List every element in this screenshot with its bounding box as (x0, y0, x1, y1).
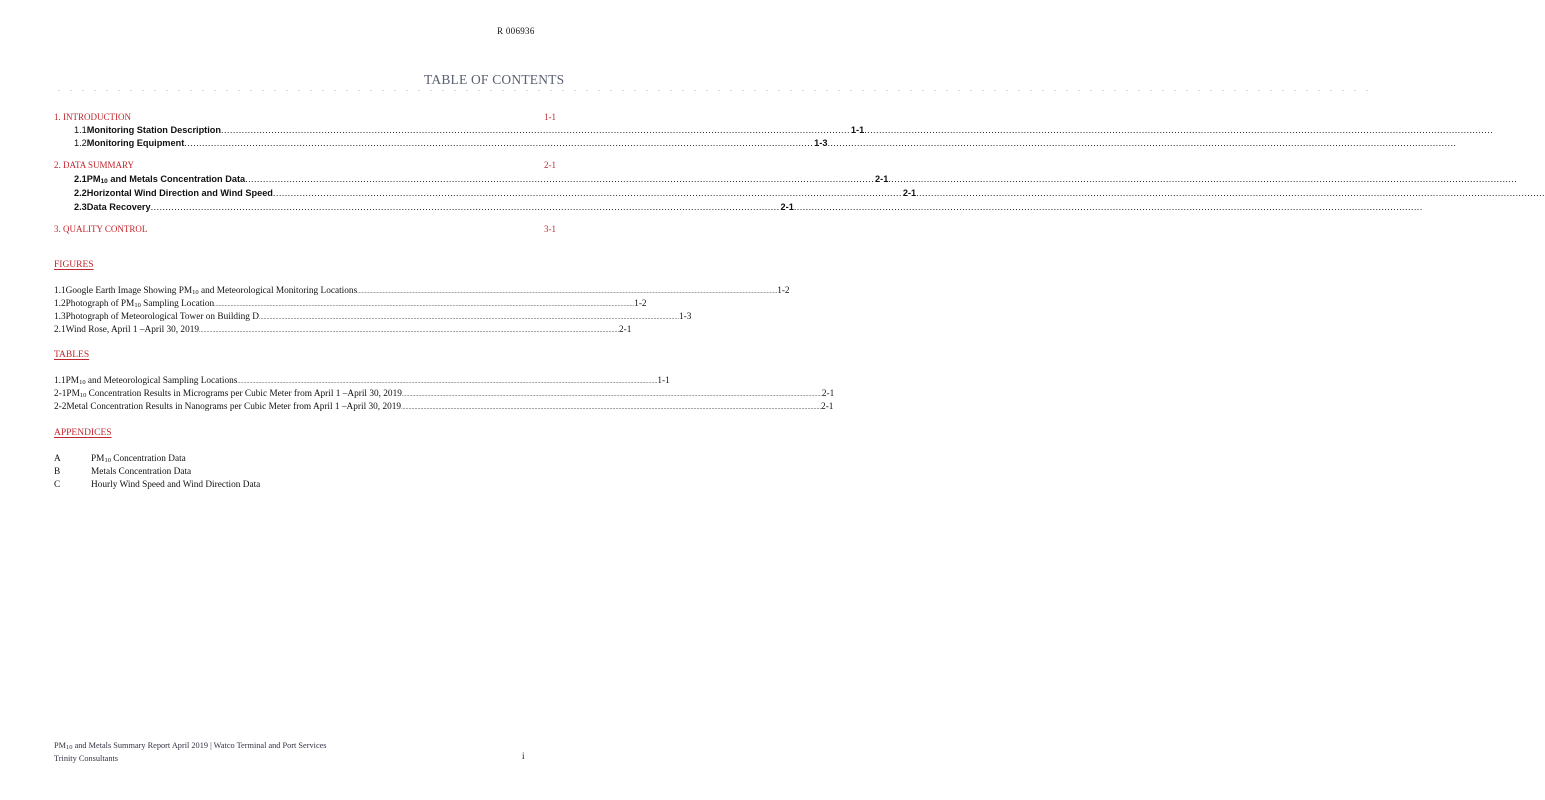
section-title: 1. INTRODUCTION (54, 112, 131, 122)
leader-dots (916, 188, 954, 198)
leader-dots (237, 376, 657, 388)
figure-entry[interactable] (54, 286, 790, 298)
figure-title: Wind Rose, April 1 –April 30, 2019 (65, 325, 200, 335)
toc-subsection[interactable] (74, 202, 794, 212)
subsection-page: 2-1 (902, 188, 917, 198)
subsection-number: 2.3 (74, 202, 87, 212)
appendix-title: Hourly Wind Speed and Wind Direction Data (91, 480, 261, 490)
leader-dots (794, 202, 850, 212)
section-page: 1-1 (544, 112, 556, 122)
table-title: Metal Concentration Results in Nanograms per Cubic Meter from April 1 –April 30, 2019 (66, 402, 402, 412)
leader-dots (402, 389, 822, 401)
table-entry[interactable] (54, 376, 670, 388)
figure-title: Google Earth Image Showing $PM_{10}$ and Meteorological Monitoring Locations (65, 286, 358, 296)
title-dot-rule: .............................................................................................................. (58, 84, 1378, 93)
toc-section-introduction[interactable] (54, 112, 556, 122)
table-page: 2-1 (821, 389, 835, 399)
figure-page: 1-2 (634, 299, 647, 309)
leader-dots (827, 138, 879, 148)
figure-number: 2.1 (54, 325, 66, 335)
appendix-title: Metals Concentration Data (91, 467, 192, 477)
figures-heading: FIGURES (54, 260, 94, 270)
figure-entry[interactable] (54, 299, 647, 311)
leader-dots (273, 188, 902, 198)
table-number: 2-2 (54, 402, 67, 412)
table-page: 1-1 (657, 376, 670, 386)
tables-heading: TABLES (54, 350, 90, 360)
toc-section-data-summary[interactable] (54, 160, 556, 170)
leader-dots (151, 202, 780, 212)
subsection-title: Horizontal Wind Direction and Wind Speed (86, 188, 273, 198)
appendix-letter: C (54, 480, 61, 490)
footer-company: Trinity Consultants (54, 753, 119, 763)
figure-number: 1.3 (54, 312, 66, 322)
figure-page: 2-1 (619, 325, 632, 335)
figure-page: 1-3 (678, 312, 692, 322)
subsection-title: Monitoring Station Description (86, 125, 222, 135)
leader-dots (888, 174, 932, 185)
table-page: 2-1 (821, 402, 834, 412)
table-title: $PM_{10}$ and Meteorological Sampling Locations (65, 376, 238, 386)
leader-dots (259, 312, 679, 324)
figure-title: Photograph of Meteorological Tower on Building D (65, 312, 259, 322)
leader-dots (864, 125, 914, 135)
toc-subsection[interactable] (74, 125, 865, 135)
figure-entry[interactable] (54, 325, 632, 337)
toc-title: TABLE OF CONTENTS (424, 72, 565, 87)
appendices-heading: APPENDICES (54, 428, 112, 438)
table-entry[interactable] (54, 402, 834, 414)
leader-dots (245, 174, 874, 185)
leader-dots (184, 138, 813, 148)
table-title: $PM_{10}$ Concentration Results in Micrograms per Cubic Meter from April 1 –April 30, 2019 (66, 389, 402, 399)
appendix-entry[interactable] (54, 480, 561, 490)
subsection-title: Data Recovery (86, 202, 151, 212)
subsection-page: 2-1 (875, 174, 889, 184)
subsection-number: 2.2 (74, 188, 87, 198)
appendix-letter: A (54, 454, 61, 464)
appendix-title: $PM_{10}$ Concentration Data (91, 454, 186, 464)
table-entry[interactable] (54, 389, 835, 401)
leader-dots (221, 125, 850, 135)
figure-title: Photograph of $PM_{10}$ Sampling Location (65, 299, 215, 309)
subsection-page: 2-1 (780, 202, 794, 212)
section-page: 3-1 (544, 224, 556, 234)
leader-dots (357, 286, 777, 298)
section-title: 2. DATA SUMMARY (54, 160, 135, 170)
figure-number: 1.1 (54, 286, 66, 296)
figure-number: 1.2 (54, 299, 66, 309)
subsection-title: Monitoring Equipment (86, 138, 185, 148)
leader-dots (214, 299, 634, 311)
footer-report-line: $PM_{10}$ and Metals Summary Report April 2019 | Watco Terminal and Port Services (54, 741, 327, 751)
subsection-number: 2.1 (74, 174, 87, 184)
appendix-entry[interactable] (54, 467, 561, 477)
appendix-letter: B (54, 467, 61, 477)
page-footer (54, 741, 327, 764)
table-number: 1.1 (54, 376, 66, 386)
subsection-page: 1-3 (814, 138, 828, 148)
leader-dots (401, 402, 821, 414)
subsection-number: 1.1 (74, 125, 87, 135)
footer-page-number: i (522, 751, 525, 761)
figure-entry[interactable] (54, 312, 692, 324)
appendix-entry[interactable] (54, 454, 561, 464)
subsection-page: 1-1 (850, 125, 865, 135)
section-title: 3. QUALITY CONTROL (54, 224, 148, 234)
subsection-number: 1.2 (74, 138, 87, 148)
toc-subsection[interactable] (74, 188, 917, 198)
toc-subsection[interactable] (74, 174, 889, 185)
document-id: R 006936 (497, 26, 535, 36)
subsection-title: $PM_{10}$ and Metals Concentration Data (86, 174, 246, 185)
figure-page: 1-2 (777, 286, 790, 296)
toc-subsection[interactable] (74, 138, 828, 148)
leader-dots (199, 325, 619, 337)
toc-section-quality-control[interactable] (54, 224, 556, 234)
section-page: 2-1 (544, 160, 556, 170)
table-number: 2-1 (54, 389, 67, 399)
